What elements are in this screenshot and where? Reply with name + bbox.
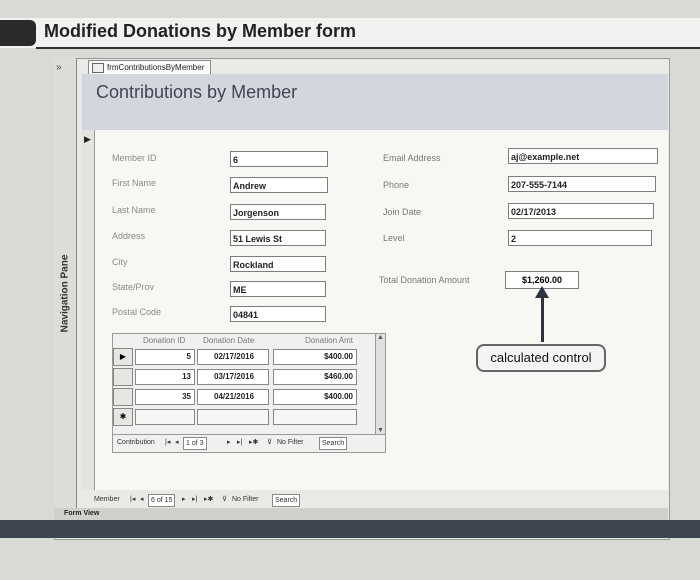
col-donation-date: Donation Date [203,336,255,345]
donation-date-cell[interactable]: 03/17/2016 [197,369,269,385]
navigation-pane-label: Navigation Pane [59,254,71,333]
subform-scrollbar[interactable] [375,334,385,434]
form-icon [92,63,104,73]
label-member-id: Member ID [112,153,157,163]
address-field[interactable]: 51 Lewis St [230,230,326,246]
row-selector-current[interactable]: ▶ [113,348,133,366]
col-donation-amt: Donation Amt [305,336,354,345]
callout-arrow-line [541,296,544,342]
phone-field[interactable]: 207-555-7144 [508,176,656,192]
donation-id-cell[interactable]: 35 [135,389,195,405]
expand-nav-icon[interactable]: » [56,62,62,73]
subform-search-box[interactable]: Search [319,437,347,450]
filter-status[interactable]: No Filter [232,496,259,503]
state-prov-field[interactable]: ME [230,281,326,297]
table-row[interactable] [113,388,375,406]
city-field[interactable]: Rockland [230,256,326,272]
caption-rule [36,47,700,49]
main-search-box[interactable]: Search [272,494,300,507]
subform-record-label: Contribution [117,439,155,446]
main-record-label: Member [94,496,120,503]
email-field[interactable]: aj@example.net [508,148,658,164]
status-bar [54,508,668,520]
level-field[interactable]: 2 [508,230,652,246]
donation-amt-cell[interactable]: $400.00 [273,389,357,405]
caption-tab-marker [0,20,36,46]
first-name-field[interactable]: Andrew [230,177,328,193]
label-join-date: Join Date [383,207,422,217]
label-postal-code: Postal Code [112,307,162,317]
donation-date-cell[interactable]: 04/21/2016 [197,389,269,405]
label-address: Address [112,231,146,241]
document-tab-row [82,58,668,75]
next-record-icon[interactable]: ▸ [182,496,186,503]
navigation-pane[interactable] [54,58,77,508]
first-record-icon[interactable]: |◂ [130,496,136,503]
last-record-icon[interactable]: ▸| [237,439,243,446]
label-first-name: First Name [112,178,157,188]
col-donation-id: Donation ID [143,336,186,345]
donation-amt-cell[interactable]: $400.00 [273,349,357,365]
form-title: Contributions by Member [96,82,298,102]
scroll-up-icon[interactable]: ▲ [377,334,384,341]
tab-frmcontributionsbymember[interactable] [88,60,211,75]
join-date-field[interactable]: 02/17/2013 [508,203,654,219]
subform-record-position[interactable]: 1 of 3 [183,437,207,450]
last-name-field[interactable]: Jorgenson [230,204,326,220]
contributions-subform [112,333,386,453]
table-row[interactable] [113,368,375,386]
filter-icon[interactable]: ⊽ [222,496,228,503]
label-state-prov: State/Prov [112,282,155,292]
label-level: Level [383,233,405,243]
last-record-icon[interactable]: ▸| [192,496,198,503]
caption-title: Modified Donations by Member form [44,21,357,41]
form-header [82,74,668,130]
new-record-row[interactable] [113,408,375,426]
donation-date-cell[interactable]: 02/17/2016 [197,349,269,365]
new-record-icon[interactable]: ✱ [113,408,133,426]
previous-record-icon[interactable]: ◂ [140,496,144,503]
new-donation-amt-cell[interactable] [273,409,357,425]
donation-id-cell[interactable]: 13 [135,369,195,385]
new-record-nav-icon[interactable]: ▸✱ [249,439,259,446]
tab-label: frmContributionsByMember [107,63,205,72]
first-record-icon[interactable]: |◂ [165,439,171,446]
subform-navigation-bar [113,434,385,451]
caption-bar [0,18,700,48]
member-id-field[interactable]: 6 [230,151,328,167]
main-navigation-bar [94,493,364,507]
label-city: City [112,257,128,267]
new-donation-id-cell[interactable] [135,409,195,425]
donation-id-cell[interactable]: 5 [135,349,195,365]
previous-record-icon[interactable]: ◂ [175,439,179,446]
calculated-control-callout: calculated control [476,344,606,372]
new-record-nav-icon[interactable]: ▸✱ [204,496,214,503]
new-donation-date-cell[interactable] [197,409,269,425]
next-record-icon[interactable]: ▸ [227,439,231,446]
postal-code-field[interactable]: 04841 [230,306,326,322]
row-selector[interactable] [113,388,133,406]
label-total-donation-amount: Total Donation Amount [379,275,470,285]
row-selector[interactable] [113,368,133,386]
label-phone: Phone [383,180,410,190]
record-selector[interactable] [82,130,95,490]
current-record-icon: ▶ [84,134,91,144]
window-bottom-bar [0,520,700,538]
main-record-position[interactable]: 6 of 15 [148,494,175,507]
filter-status[interactable]: No Filter [277,439,304,446]
scroll-down-icon[interactable]: ▼ [377,427,384,434]
label-email-address: Email Address [383,153,441,163]
view-status: Form View [64,510,100,517]
donation-amt-cell[interactable]: $460.00 [273,369,357,385]
table-row[interactable] [113,348,375,366]
filter-icon[interactable]: ⊽ [267,439,273,446]
subform-header [135,336,379,348]
total-donation-amount-field[interactable]: $1,260.00 [505,271,579,289]
label-last-name: Last Name [112,205,156,215]
